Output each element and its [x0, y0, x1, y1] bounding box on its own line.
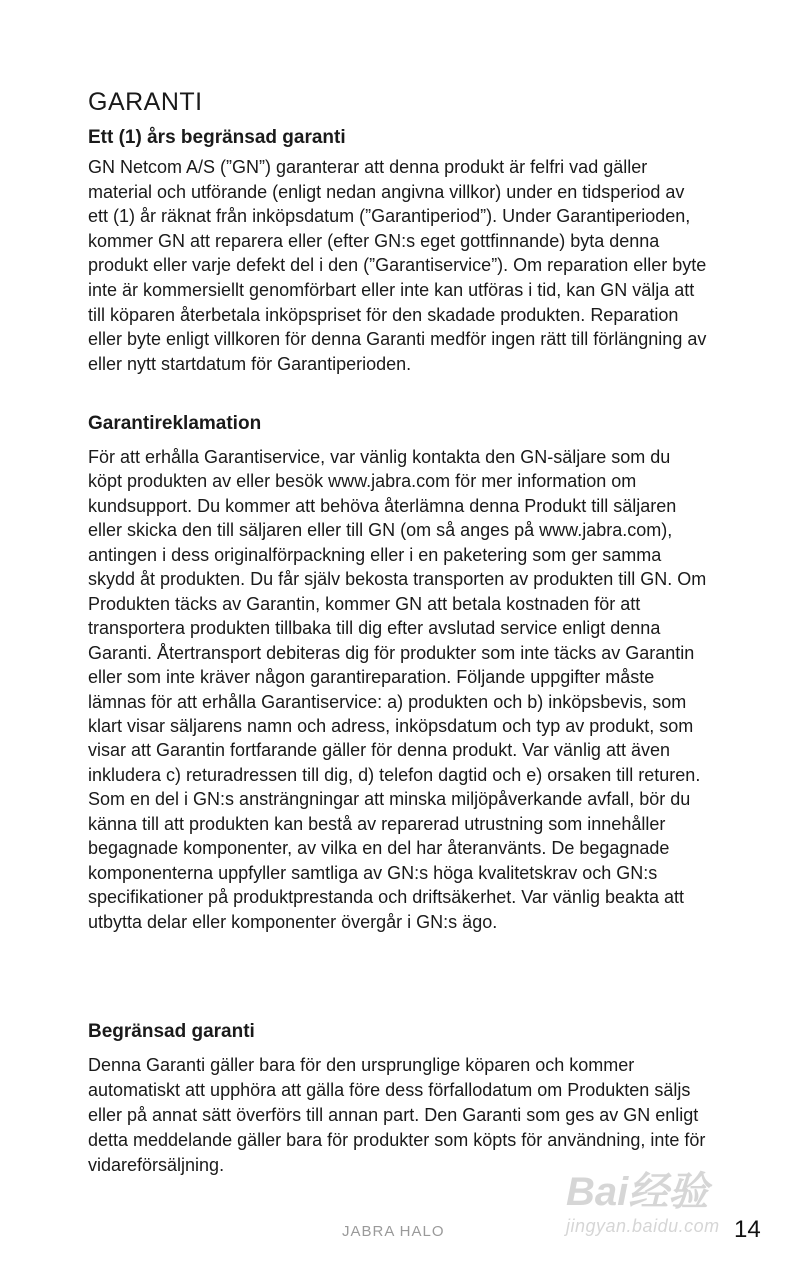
page-number: 14 — [734, 1216, 761, 1243]
watermark-logo: Bai经验 — [566, 1170, 709, 1214]
section-heading-limited: Begränsad garanti — [88, 1021, 255, 1042]
page-title: GARANTI — [88, 88, 203, 116]
section-body-claims: För att erhålla Garantiservice, var vänlig kontakta den GN-säljare som du köpt produkten av eller besök www.jabra.com för mer information om kundsupport. Du kommer att behöva återlämna denna Produkt till säljaren eller skicka den till säljaren eller till GN (om så anges på www.jabra.com), antingen i dess originalförpackning eller i en paketering som ger samma skydd åt produkten. Du får själv bekosta transporten av produkten till GN. Om Produkten täcks av Garantin, kommer GN att betala kostnaden för att transportera produkten tillbaka till dig efter avslutad service enligt denna Garanti. Återtransport debiteras dig för produkter som inte täcks av Garantin eller som inte kräver någon garantireparation. Följande uppgifter måste lämnas för att erhålla Garantiservice: a) produkten och b) inköpsbevis, som klart visar säljarens namn och adress, inköpsdatum och typ av produkt, som visar att Garantin fortfarande gäller för denna produkt. Var vänlig att även inkludera c) returadressen till dig, d) telefon dagtid och e) orsaken till returen. Som en del i GN:s ansträngningar att minska miljöpåverkande avfall, bör du känna till att produkten kan bestå av reparerad utrustning som innehåller begagnade komponenter, av vilka en del har återanvänts. De begagnade komponenterna uppfyller samtliga av GN:s höga kvalitetskrav och GN:s specifikationer på produktprestanda och driftsäkerhet. Var vänlig beakta att utbytta delar eller komponenter övergår i GN:s ägo. — [88, 447, 707, 932]
section-heading-claims: Garantireklamation — [88, 413, 262, 434]
watermark-url: jingyan.baidu.com — [566, 1216, 720, 1236]
section-body-limited: Denna Garanti gäller bara för den ursprunglige köparen och kommer automatiskt att upphöra att gälla före dess förfallodatum om Produkten säljs eller på annat sätt överförs till annan part. Den Garanti som ges av GN enligt detta meddelande gäller bara för produkter som köpts för användning, inte för vidareförsäljning. — [88, 1055, 706, 1175]
baidu-watermark — [566, 1160, 756, 1255]
section-heading-warranty: Ett (1) års begränsad garanti — [88, 127, 346, 148]
section-body-warranty: GN Netcom A/S (”GN”) garanterar att denna produkt är felfri vad gäller material och utförande (enligt nedan angivna villkor) under en tidsperiod av ett (1) år räknat från inköpsdatum (”Garantiperiod”). Under Garantiperioden, kommer GN att reparera eller (efter GN:s eget gottfinnande) byta denna produkt eller varje defekt del i den (”Garantiservice”). Om reparation eller byte inte är kommersiellt genomförbart eller inte kan utföras i tid, kan GN välja att till köparen återbetala inköpspriset för den skadade produkten. Reparation eller byte enligt villkoren för denna Garanti medför ingen rätt till förlängning av eller nytt startdatum för Garantiperioden. — [88, 157, 707, 374]
footer-brand: JABRA HALO — [342, 1223, 445, 1240]
